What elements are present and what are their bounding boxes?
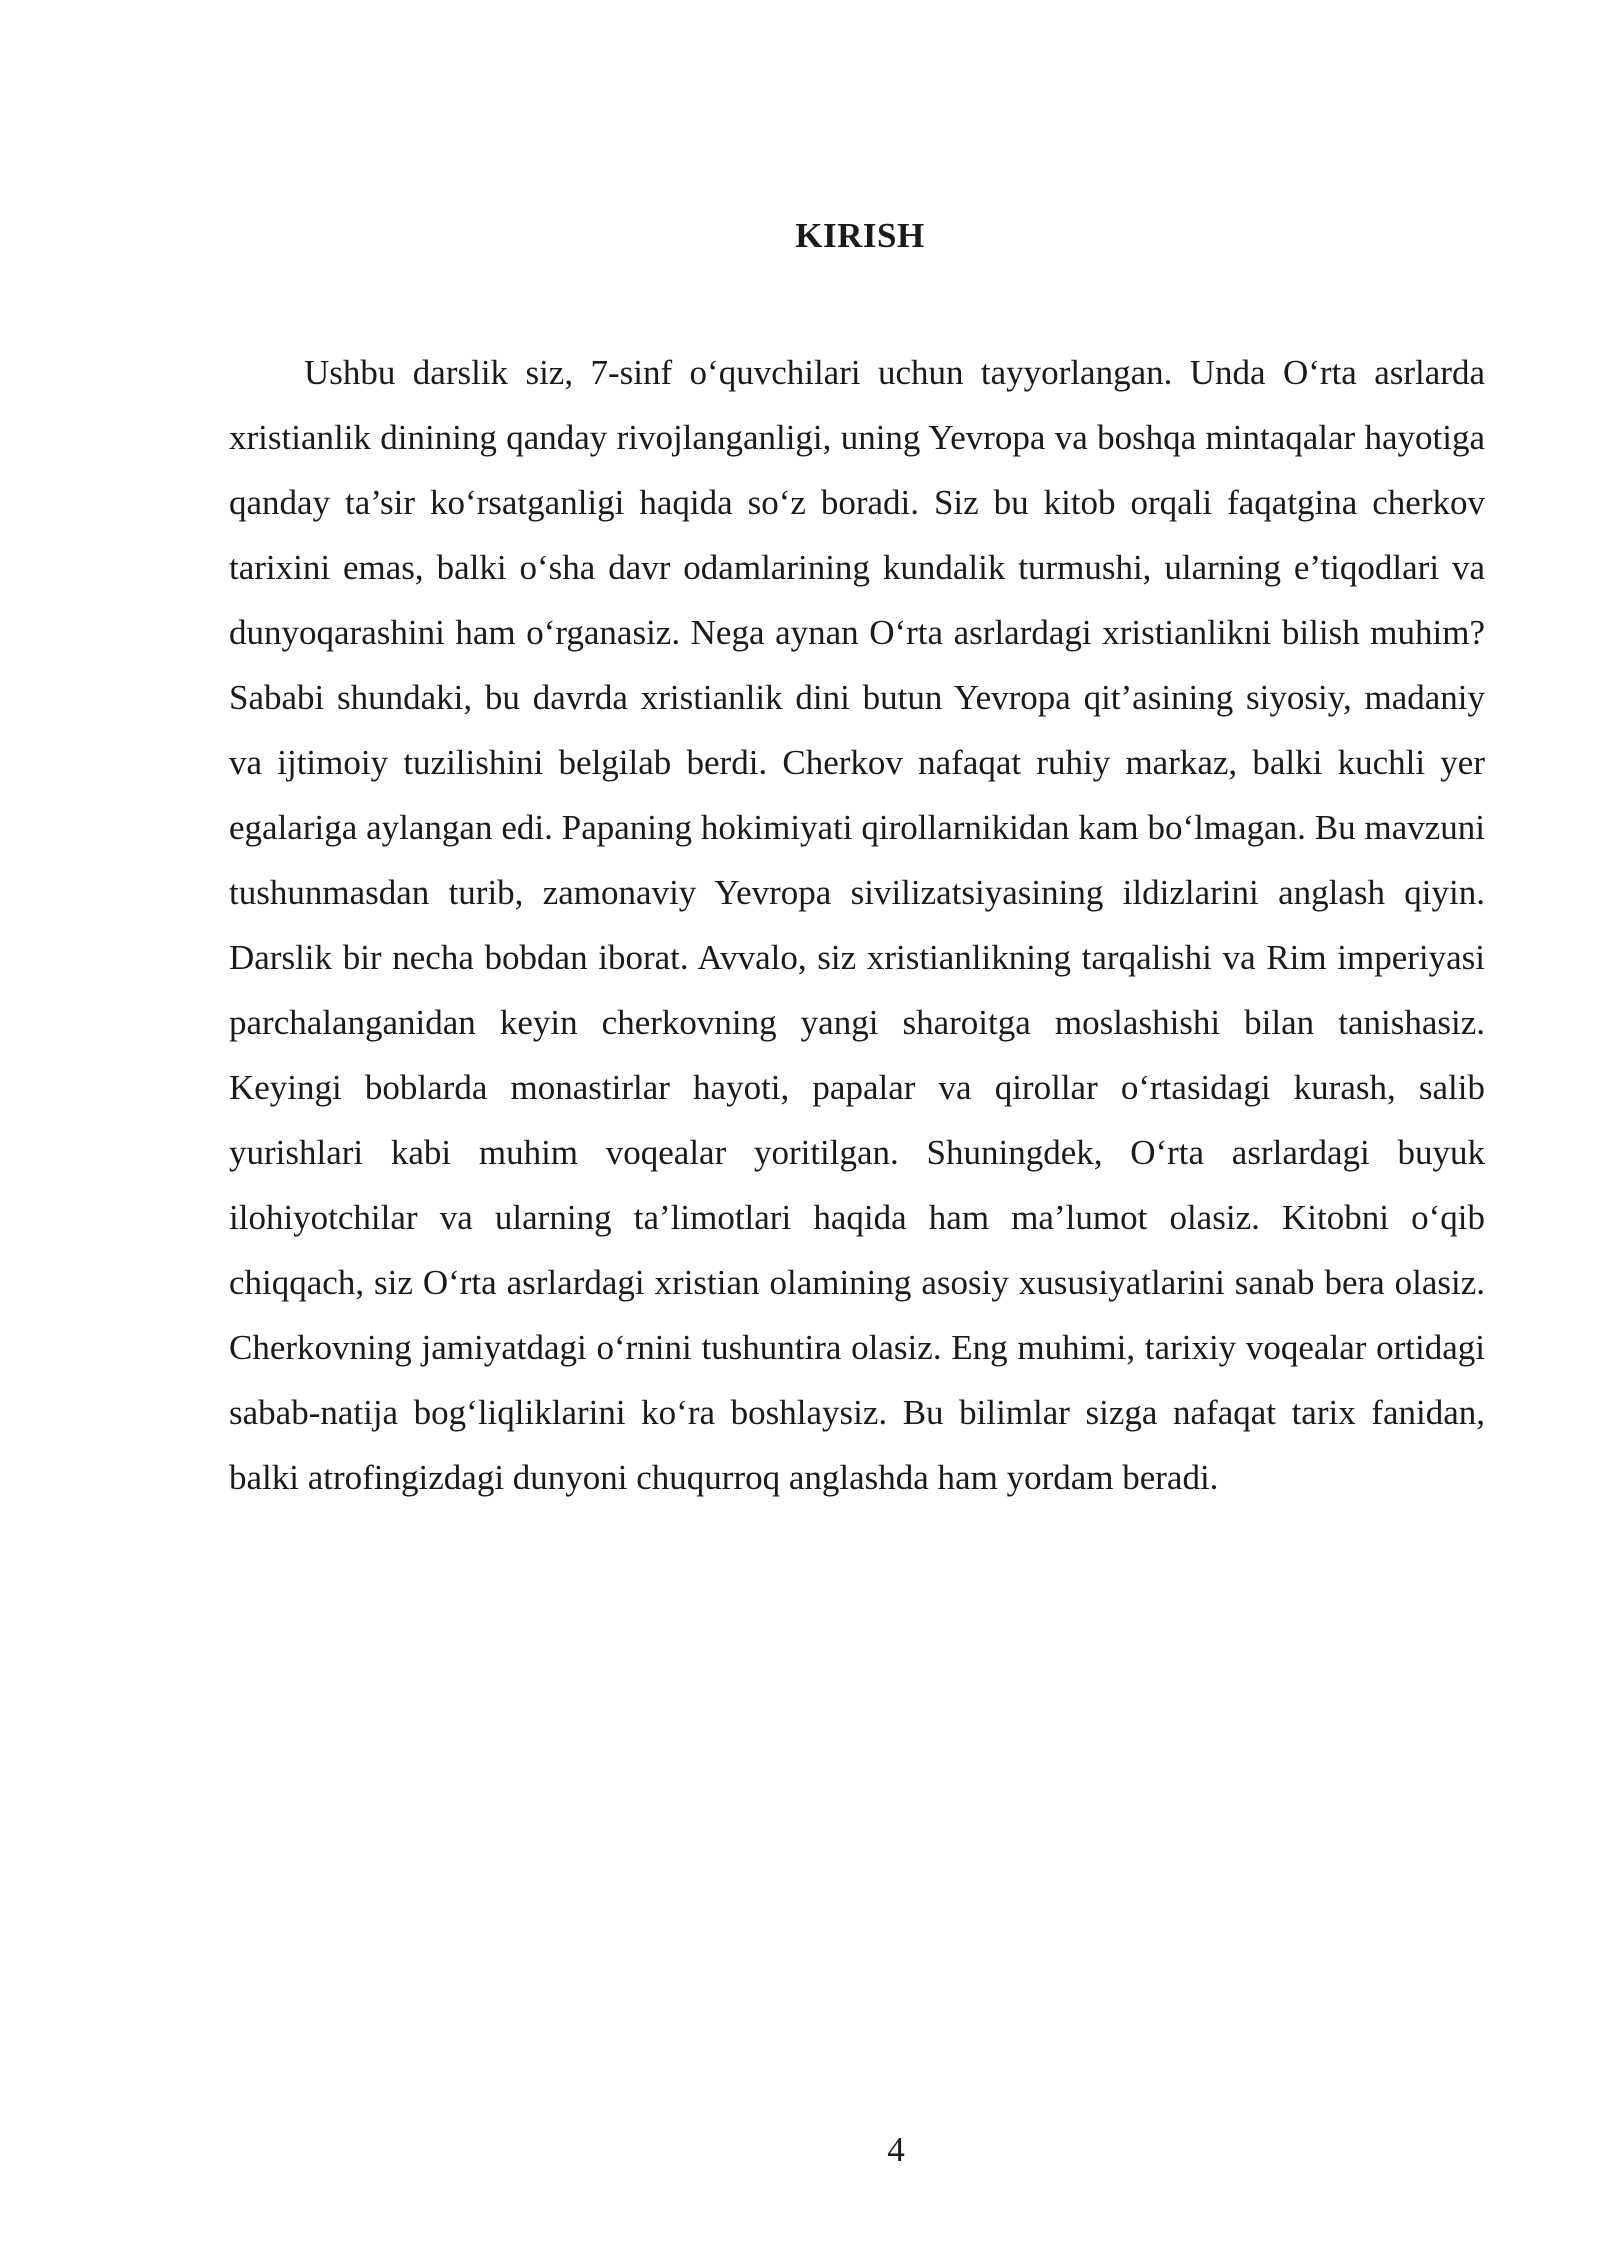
body-paragraph: Ushbu darslik siz, 7-sinf o‘quvchilari uchun tayyorlangan. Unda O‘rta asrlarda xristianlik dinining qanday rivojlanganligi, uning Yevropa va boshqa mintaqalar hayotiga qanday ta’sir ko‘rsatganligi haqida so‘z boradi. Siz bu kitob orqali faqatgina cherkov tarixini emas, balki o‘sha davr odamlarining kundalik turmushi, ularning e’tiqodlari va dunyoqarashini ham o‘rganasiz. Nega aynan O‘rta asrlardagi xristianlikni bilish muhim? Sababi shundaki, bu davrda xristianlik dini butun Yevropa qit’asining siyosiy, madaniy va ijtimoiy tuzilishini belgilab berdi. Cherkov nafaqat ruhiy markaz, balki kuchli yer egalariga aylangan edi. Papaning hokimiyati qirollarnikidan kam bo‘lmagan. Bu mavzuni tushunmasdan turib, zamonaviy Yevropa sivilizatsiyasining ildizlarini anglash qiyin. Darslik bir necha bobdan iborat. Avvalo, siz xristianlikning tarqalishi va Rim imperiyasi parchalanganidan keyin cherkovning yangi sharoitga moslashishi bilan tanishasiz. Keyingi boblarda monastirlar hayoti, papalar va qirollar o‘rtasidagi kurash, salib yurishlari kabi muhim voqealar yoritilgan. Shuningdek, O‘rta asrlardagi buyuk ilohiyotchilar va ularning ta’limotlari haqida ham ma’lumot olasiz. Kitobni o‘qib chiqqach, siz O‘rta asrlardagi xristian olamining asosiy xususiyatlarini sanab bera olasiz. Cherkovning jamiyatdagi o‘rnini tushuntira olasiz. Eng muhimi, tarixiy voqealar ortidagi sabab-natija bog‘liqliklarini ko‘ra boshlaysiz. Bu bilimlar sizga nafaqat tarix fanidan, balki atrofingizdagi dunyoni chuqurroq anglashda ham yordam beradi. (229, 353, 1485, 1497)
page-number: 4 (887, 2130, 905, 2169)
page-title: KIRISH (795, 216, 925, 255)
